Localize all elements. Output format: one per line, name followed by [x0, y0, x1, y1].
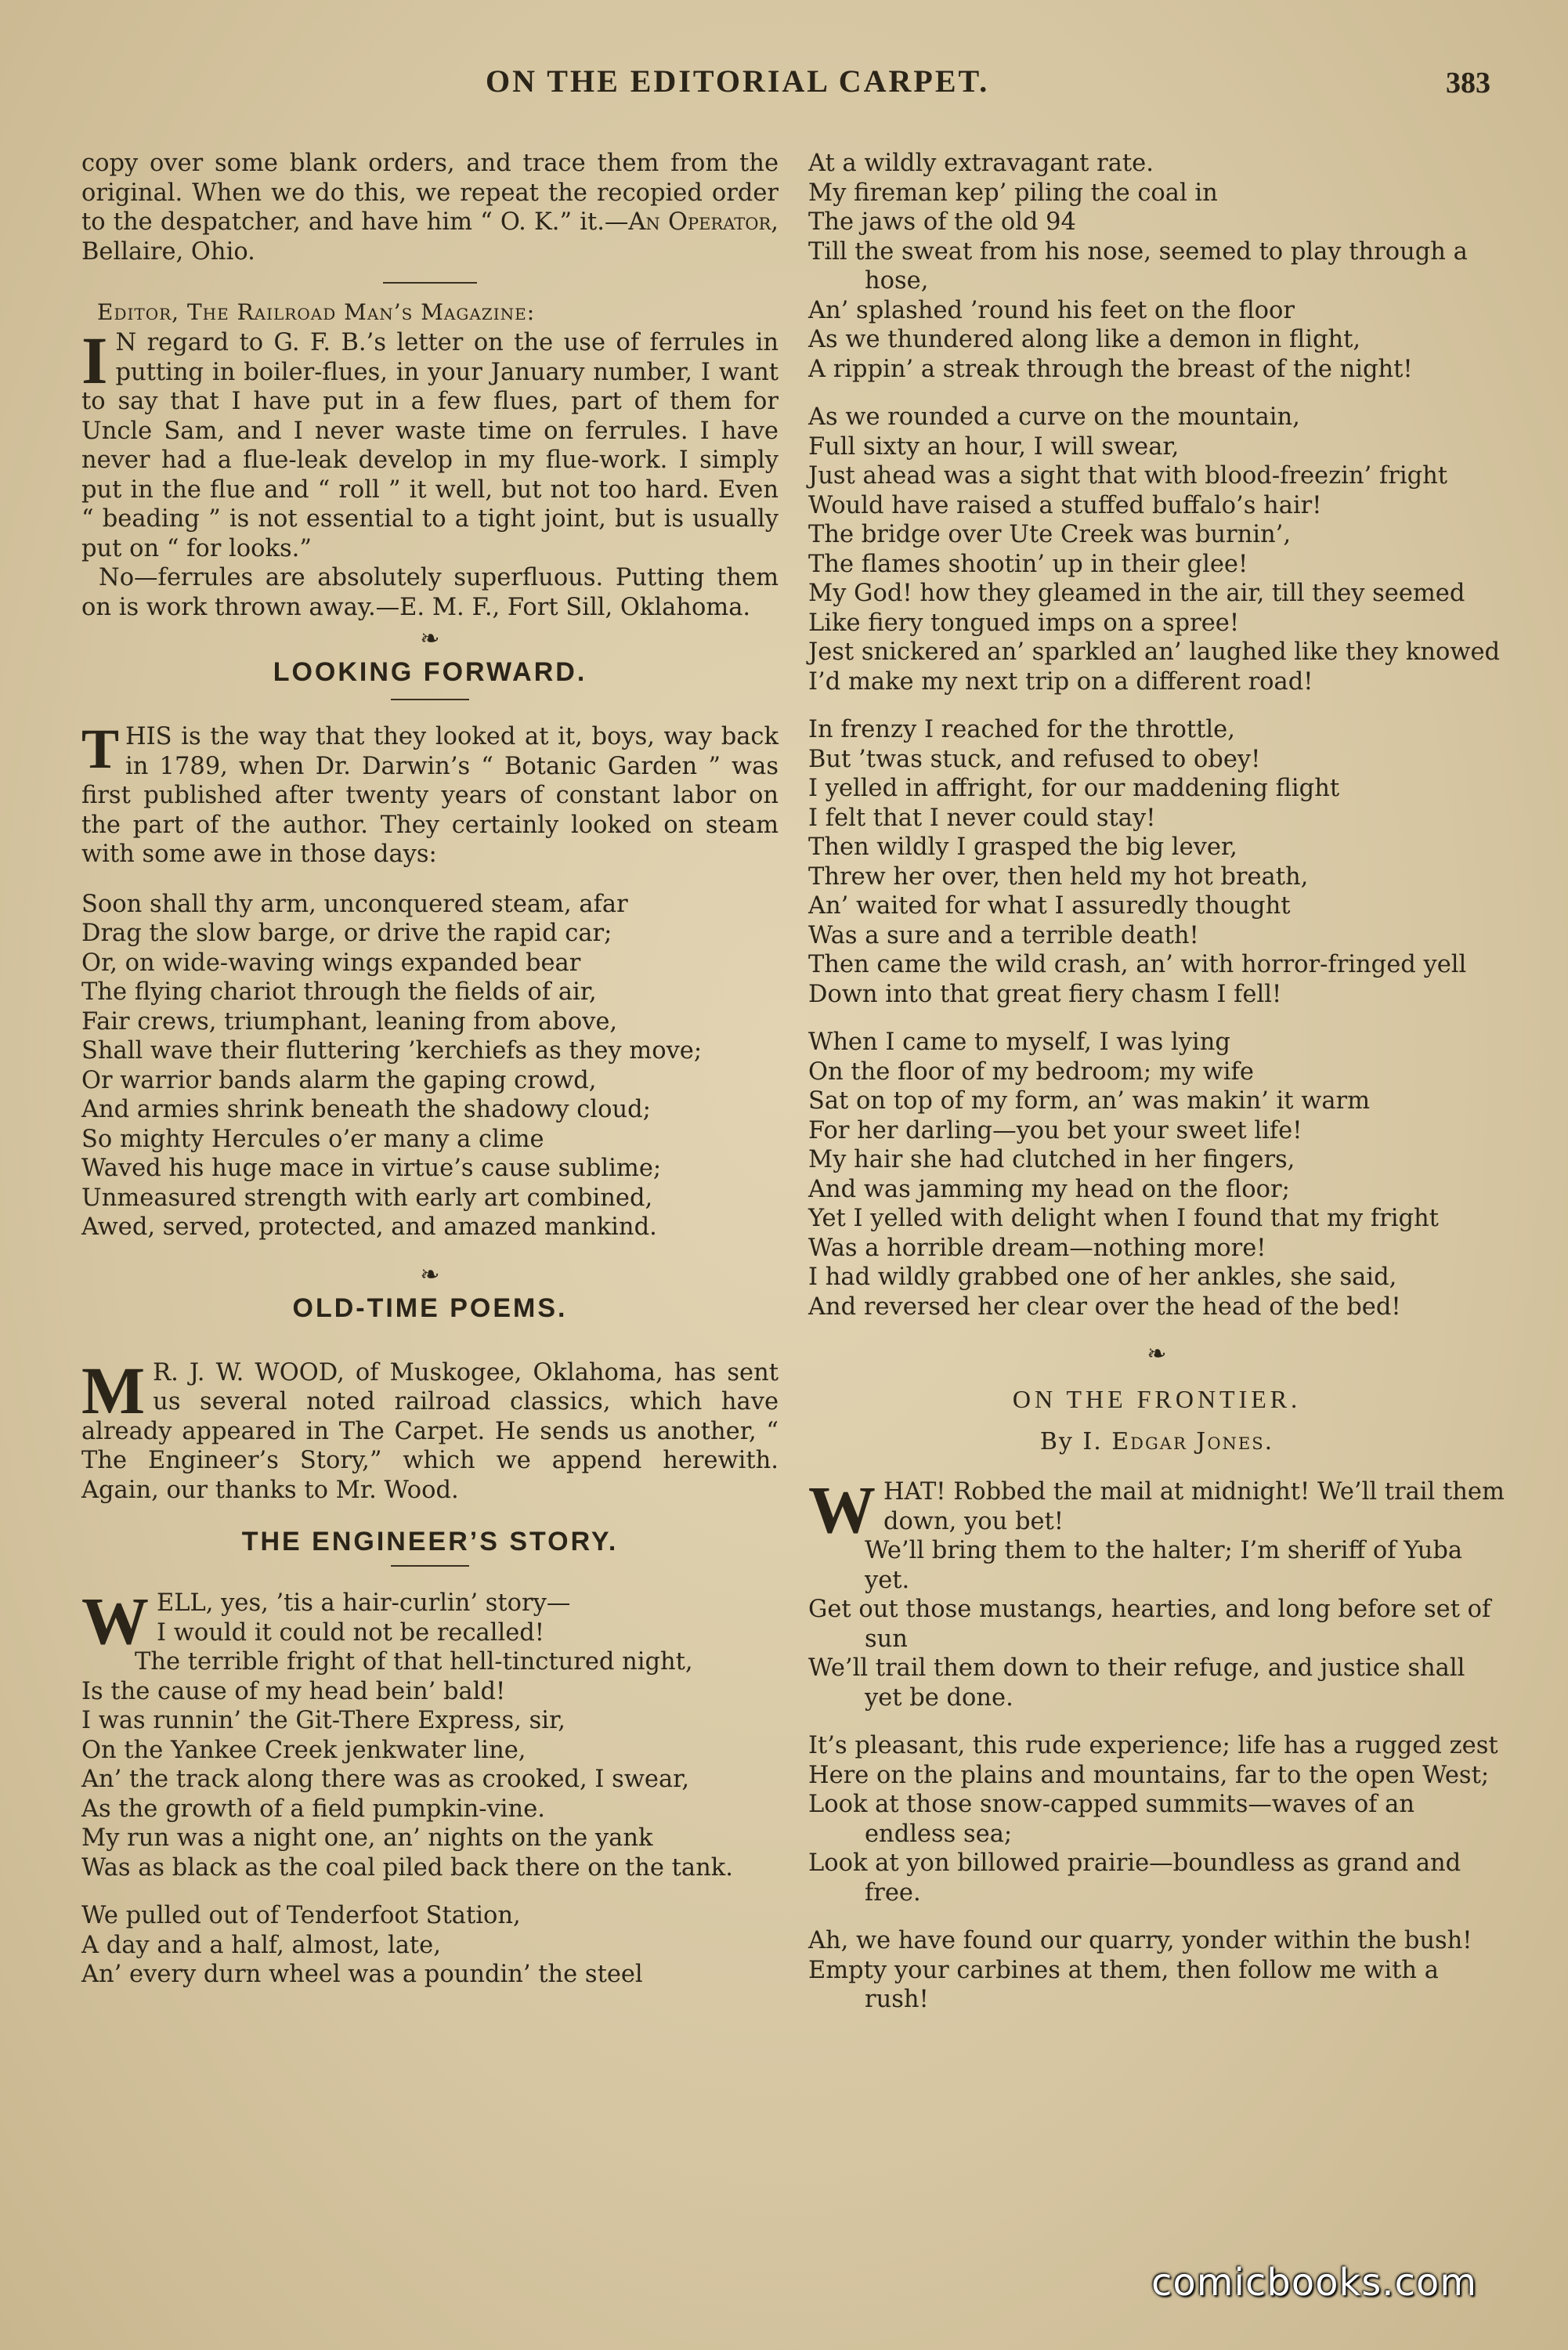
poem-line: I was runnin’ the Git-There Express, sir, [81, 1707, 565, 1734]
poem-line: It’s pleasant, this rude experience; life has a rugged zest [808, 1732, 1498, 1759]
old-time-text: R. J. W. WOOD, of Muskogee, Oklahoma, has sent us several noted railroad classics, which have already appeared in The Carpet. He sends us another, “ The Engineer’s Story,” which we append herewith. Again, our thanks to Mr. Wood. [81, 1358, 779, 1504]
poem-line: Look at those snow-capped summits—waves of an endless sea; [808, 1791, 1414, 1848]
poem-line: On the Yankee Creek jenkwater line, [81, 1736, 526, 1764]
drop-cap: W [808, 1472, 876, 1547]
poem-line: A rippin’ a streak through the breast of the night! [808, 355, 1413, 383]
magazine-name: The Railroad Man’s Magazine [186, 299, 527, 325]
heading-engineers-story: THE ENGINEER’S STORY. [241, 1527, 619, 1556]
poem-line: Full sixty an hour, I will swear, [808, 432, 1180, 461]
heading-on-the-frontier: ON THE FRONTIER. [1012, 1385, 1302, 1413]
poem-line: Like fiery tongued imps on a spree! [808, 609, 1240, 637]
poem-line: Waved his huge mace in virtue’s cause sublime; [81, 1155, 662, 1182]
heading-underline [391, 1565, 469, 1567]
engineers-story-opening: W ELL, yes, ’tis a hair-curlin’ story— I would it could not be recalled! The terrible fright of that hell-tinctured night, Is the cause of my head bein’ bald! I was runnin’ the Git-There Express, sir, On the Yankee Creek jenkwater line, An’ the track along there was as crooked, I swear, As the growth of a field pumpkin-vine. My run was a night one, an’ nights on the yank Was as black as the coal piled back there on the tank. [81, 1589, 779, 1882]
drop-cap: W [81, 1583, 149, 1658]
poem-line: Was a horrible dream—nothing more! [808, 1234, 1266, 1262]
poem-line: Jest snickered an’ sparkled an’ laughed like they knowed [808, 638, 1501, 666]
poem-line: We pulled out of Tenderfoot Station, [81, 1902, 521, 1929]
poem-line: My run was a night one, an’ nights on the yank [81, 1824, 653, 1852]
letter2-paragraph-1: N regard to G. F. B.’s letter on the use of ferrules in putting in boiler-flues, in your January number, I want to say that I have put in a few flues, part of them for Uncle Sam, and I never waste time on ferrules. I have never had a flue-leak develop in my flue-work. I simply put in the flue and “ roll ” it well, but not too hard. Even “ beading ” is not essential to a tight joint, but is usually put on “ for looks.” [81, 329, 779, 562]
left-column [81, 149, 779, 2008]
looking-forward-intro [81, 718, 779, 870]
poem-line: Till the sweat from his nose, seemed to play through a hose, [808, 237, 1468, 295]
letter1-location: , Bellaire, Ohio. [81, 208, 779, 266]
letter2-body [81, 323, 779, 622]
site-watermark: comicbooks.com [1151, 2261, 1478, 2305]
ornament-icon: ❧ [420, 625, 440, 653]
poem-line: So mighty Hercules o’er many a clime [81, 1125, 544, 1153]
heading-old-time-poems: OLD-TIME POEMS. [292, 1292, 568, 1323]
poem-line: When I came to myself, I was lying [808, 1029, 1230, 1056]
old-time-intro [81, 1352, 779, 1506]
poem-line: Ah, we have found our quarry, yonder within the bush! [808, 1927, 1472, 1954]
poem-line: Threw her over, then held my hot breath, [808, 862, 1309, 891]
drop-cap: M [81, 1352, 146, 1428]
running-title: ON THE EDITORIAL CARPET. [486, 63, 990, 99]
right-column [808, 149, 1505, 2034]
poem-line: As the growth of a field pumpkin-vine. [81, 1795, 545, 1823]
page-number: 383 [1446, 67, 1490, 99]
poem-line: Shall wave their fluttering ’kerchiefs as they move; [81, 1037, 703, 1065]
letter1-text: copy over some blank orders, and trace them from the original. When we do this, we repeat the recopied order to the despatcher, and have him “ O. K.” it.— [81, 150, 779, 236]
editor-salutation: Editor, The Railroad Man’s Magazine: [97, 299, 535, 325]
poem-line: Unmeasured strength with early art combined, [81, 1184, 653, 1212]
heading-looking-forward: LOOKING FORWARD. [273, 657, 587, 687]
byline: By I. Edgar Jones. [1039, 1428, 1274, 1455]
darwin-poem [81, 890, 779, 1242]
poem-line: In frenzy I reached for the throttle, [808, 716, 1235, 743]
poem-line: Was as black as the coal piled back there on the tank. [81, 1853, 733, 1882]
poem-line: Would have raised a stuffed buffalo’s hair! [808, 491, 1322, 519]
poem-line: Soon shall thy arm, unconquered steam, afar [81, 890, 628, 918]
poem-line: I had wildly grabbed one of her ankles, she said, [808, 1264, 1397, 1291]
page-header [0, 63, 1568, 118]
poem-line: Or warrior bands alarm the gaping crowd, [81, 1066, 597, 1094]
poem-line: Just ahead was a sight that with blood-freezin’ fright [808, 462, 1447, 490]
poem-line: I yelled in affright, for our maddening flight [808, 775, 1340, 802]
engineers-story-stanza [808, 149, 1505, 384]
poem-line: As we thundered along like a demon in flight, [808, 326, 1361, 353]
poem-line: Is the cause of my head bein’ bald! [81, 1677, 506, 1705]
divider-rule [383, 282, 477, 284]
poem-line: Then wildly I grasped the big lever, [808, 833, 1237, 861]
poem-line: The flames shootin’ up in their glee! [808, 550, 1248, 578]
poem-line: An’ every durn wheel was a poundin’ the steel [81, 1961, 643, 1988]
poem-line: My God! how they gleamed in the air, till they seemed [808, 580, 1465, 607]
poem-line: For her darling—you bet your sweet life! [808, 1116, 1302, 1144]
letter1-signature: An Operator [628, 208, 771, 236]
poem-line: Empty your carbines at them, then follow me with a rush! [808, 1956, 1439, 2013]
frontier-stanza [808, 1731, 1505, 1907]
letter-continuation [81, 149, 779, 266]
poem-line: Look at yon billowed prairie—boundless as grand and free. [808, 1849, 1461, 1907]
frontier-opening: W HAT! Robbed the mail at midnight! We’ll trail them down, you bet! We’ll bring them to the halter; I’m sheriff of Yuba yet. Get out those mustangs, hearties, and long before set of sun We’ll trail them down to their refuge, and justice shall yet be done. [808, 1472, 1505, 1712]
poem-line: The jaws of the old 94 [808, 208, 1076, 236]
engineers-story-stanza [808, 403, 1505, 696]
poem-line: Sat on top of my form, an’ was makin’ it warm [808, 1087, 1371, 1115]
engineers-story-stanza [808, 1028, 1505, 1321]
engineers-story-stanza [81, 1901, 779, 1990]
poem-line: The flying chariot through the fields of air, [81, 978, 597, 1006]
drop-cap: I [81, 323, 108, 398]
frontier-stanza [808, 1926, 1505, 2015]
poem-line: An’ the track along there was as crooked, I swear, [81, 1766, 690, 1793]
poem-line: Yet I yelled with delight when I found that my fright [808, 1205, 1439, 1232]
poem-line: Or, on wide-waving wings expanded bear [81, 949, 581, 977]
ornament-icon: ❧ [1147, 1340, 1167, 1368]
poem-line: And was jamming my head on the floor; [808, 1175, 1290, 1203]
poem-line: Drag the slow barge, or drive the rapid car; [81, 920, 612, 947]
poem-line: Get out those mustangs, hearties, and long before set of sun [808, 1596, 1491, 1653]
poem-line: At a wildly extravagant rate. [808, 150, 1154, 177]
poem-line: An’ splashed ’round his feet on the floor [808, 296, 1295, 324]
poem-line: My hair she had clutched in her fingers, [808, 1146, 1295, 1173]
poem-line: I felt that I never could stay! [808, 804, 1156, 832]
poem-line: Awed, served, protected, and amazed mankind. [81, 1213, 657, 1241]
poem-line: Here on the plains and mountains, far to the open West; [808, 1761, 1490, 1789]
poem-line: Fair crews, triumphant, leaning from above, [81, 1007, 618, 1036]
poem-line: As we rounded a curve on the mountain, [808, 403, 1300, 431]
poem-line: We’ll trail them down to their refuge, and justice shall yet be done. [808, 1654, 1465, 1712]
engineers-story-stanza [808, 715, 1505, 1009]
poem-line: On the floor of my bedroom; my wife [808, 1058, 1254, 1086]
poem-line: I’d make my next trip on a different road! [808, 667, 1313, 696]
poem-line: The bridge over Ute Creek was burnin’, [808, 521, 1292, 548]
poem-line: An’ waited for what I assuredly thought [808, 892, 1291, 920]
poem-line: A day and a half, almost, late, [81, 1931, 441, 1959]
poem-line: Down into that great fiery chasm I fell! [808, 980, 1282, 1008]
heading-underline [391, 699, 469, 700]
poem-line: And reversed her clear over the head of the bed! [808, 1292, 1401, 1321]
poem-line: Was a sure and a terrible death! [808, 921, 1199, 949]
poem-line: My fireman kep’ piling the coal in [808, 179, 1218, 207]
looking-forward-text: HIS is the way that they looked at it, boys, way back in 1789, when Dr. Darwin’s “ Botanic Garden ” was first published after twenty years of constant labor on the part of the author. They certainly looked on steam with some awe in those days: [81, 723, 779, 868]
ornament-icon: ❧ [420, 1260, 440, 1289]
poem-line: But ’twas stuck, and refused to obey! [808, 745, 1261, 773]
poem-line: And armies shrink beneath the shadowy cloud; [81, 1096, 651, 1123]
drop-cap: T [81, 718, 120, 780]
poem-line: Then came the wild crash, an’ with horror-fringed yell [808, 951, 1467, 978]
letter2-paragraph-2: No—ferrules are absolutely superfluous. Putting them on is work thrown away.—E. M. F., Fort Sill, Oklahoma. [81, 564, 779, 621]
